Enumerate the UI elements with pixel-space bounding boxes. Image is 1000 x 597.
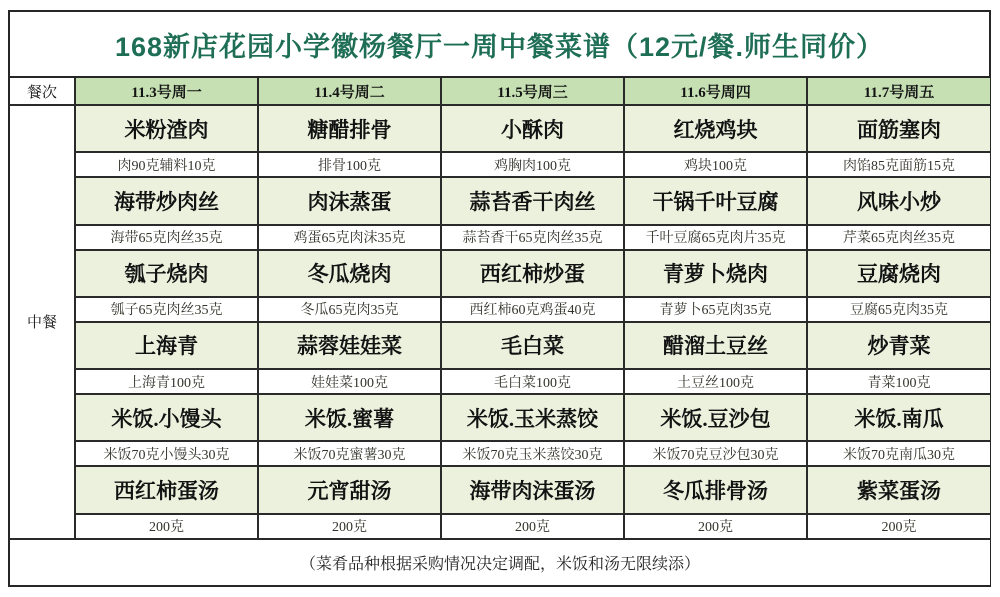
meal-column-header: 餐次	[10, 78, 75, 105]
day-header-row	[10, 78, 990, 105]
weight-cell: 200克	[624, 514, 807, 539]
weight-cell: 千叶豆腐65克肉片35克	[624, 225, 807, 250]
weight-row-1	[10, 152, 990, 177]
dish-cell: 冬瓜烧肉	[258, 250, 441, 297]
dish-row-3	[10, 250, 990, 297]
dish-cell: 青萝卜烧肉	[624, 250, 807, 297]
dish-cell: 海带肉沫蛋汤	[441, 466, 624, 513]
weight-cell: 米饭70克小馒头30克	[75, 441, 258, 466]
weight-cell: 肉馅85克面筋15克	[807, 152, 990, 177]
footer-note: （菜肴品种根据采购情况决定调配，米饭和汤无限续添）	[10, 539, 990, 585]
weight-cell: 冬瓜65克肉35克	[258, 297, 441, 322]
weight-cell: 青萝卜65克肉35克	[624, 297, 807, 322]
dish-cell: 蒜蓉娃娃菜	[258, 322, 441, 369]
weight-cell: 青菜100克	[807, 369, 990, 394]
weight-cell: 芹菜65克肉丝35克	[807, 225, 990, 250]
weight-cell: 鸡胸肉100克	[441, 152, 624, 177]
dish-cell: 米饭.小馒头	[75, 394, 258, 441]
weight-cell: 排骨100克	[258, 152, 441, 177]
weight-cell: 鸡蛋65克肉沫35克	[258, 225, 441, 250]
dish-cell: 海带炒肉丝	[75, 177, 258, 224]
weight-cell: 200克	[441, 514, 624, 539]
weight-cell: 200克	[258, 514, 441, 539]
dish-cell: 醋溜土豆丝	[624, 322, 807, 369]
weight-row-5	[10, 441, 990, 466]
dish-cell: 糖醋排骨	[258, 105, 441, 152]
dish-row-2	[10, 177, 990, 224]
dish-cell: 米饭.南瓜	[807, 394, 990, 441]
weight-cell: 豆腐65克肉35克	[807, 297, 990, 322]
weight-cell: 200克	[807, 514, 990, 539]
dish-row-4	[10, 322, 990, 369]
day-header-mon: 11.3号周一	[75, 78, 258, 105]
weight-row-6	[10, 514, 990, 539]
weight-cell: 土豆丝100克	[624, 369, 807, 394]
day-header-wed: 11.5号周三	[441, 78, 624, 105]
title-row	[10, 12, 989, 78]
weight-cell: 米饭70克玉米蒸饺30克	[441, 441, 624, 466]
footer-row	[10, 539, 990, 585]
dish-cell: 元宵甜汤	[258, 466, 441, 513]
weight-cell: 蒜苔香干65克肉丝35克	[441, 225, 624, 250]
weight-cell: 鸡块100克	[624, 152, 807, 177]
menu-table	[10, 78, 990, 585]
weight-cell: 200克	[75, 514, 258, 539]
dish-cell: 上海青	[75, 322, 258, 369]
menu-sheet	[8, 10, 991, 587]
dish-cell: 风味小炒	[807, 177, 990, 224]
dish-cell: 瓠子烧肉	[75, 250, 258, 297]
dish-cell: 炒青菜	[807, 322, 990, 369]
dish-cell: 蒜苔香干肉丝	[441, 177, 624, 224]
weight-row-4	[10, 369, 990, 394]
dish-row-1	[10, 105, 990, 152]
weight-cell: 上海青100克	[75, 369, 258, 394]
dish-cell: 毛白菜	[441, 322, 624, 369]
dish-cell: 红烧鸡块	[624, 105, 807, 152]
dish-cell: 米饭.玉米蒸饺	[441, 394, 624, 441]
dish-cell: 肉沫蒸蛋	[258, 177, 441, 224]
dish-cell: 米粉渣肉	[75, 105, 258, 152]
weight-cell: 海带65克肉丝35克	[75, 225, 258, 250]
weight-cell: 米饭70克蜜薯30克	[258, 441, 441, 466]
day-header-fri: 11.7号周五	[807, 78, 990, 105]
dish-cell: 豆腐烧肉	[807, 250, 990, 297]
page-title: 168新店花园小学徽杨餐厅一周中餐菜谱（12元/餐.师生同价）	[114, 31, 885, 62]
day-header-thu: 11.6号周四	[624, 78, 807, 105]
dish-cell: 小酥肉	[441, 105, 624, 152]
weight-cell: 娃娃菜100克	[258, 369, 441, 394]
dish-row-5	[10, 394, 990, 441]
weight-cell: 毛白菜100克	[441, 369, 624, 394]
dish-cell: 面筋塞肉	[807, 105, 990, 152]
weight-cell: 米饭70克南瓜30克	[807, 441, 990, 466]
dish-cell: 干锅千叶豆腐	[624, 177, 807, 224]
dish-cell: 西红柿炒蛋	[441, 250, 624, 297]
weight-cell: 米饭70克豆沙包30克	[624, 441, 807, 466]
dish-cell: 米饭.豆沙包	[624, 394, 807, 441]
dish-row-6	[10, 466, 990, 513]
dish-cell: 米饭.蜜薯	[258, 394, 441, 441]
dish-cell: 紫菜蛋汤	[807, 466, 990, 513]
day-header-tue: 11.4号周二	[258, 78, 441, 105]
weight-cell: 肉90克辅料10克	[75, 152, 258, 177]
dish-cell: 冬瓜排骨汤	[624, 466, 807, 513]
weight-cell: 西红柿60克鸡蛋40克	[441, 297, 624, 322]
weight-row-3	[10, 297, 990, 322]
dish-cell: 西红柿蛋汤	[75, 466, 258, 513]
weight-row-2	[10, 225, 990, 250]
meal-row-label: 中餐	[10, 105, 75, 539]
weight-cell: 瓠子65克肉丝35克	[75, 297, 258, 322]
